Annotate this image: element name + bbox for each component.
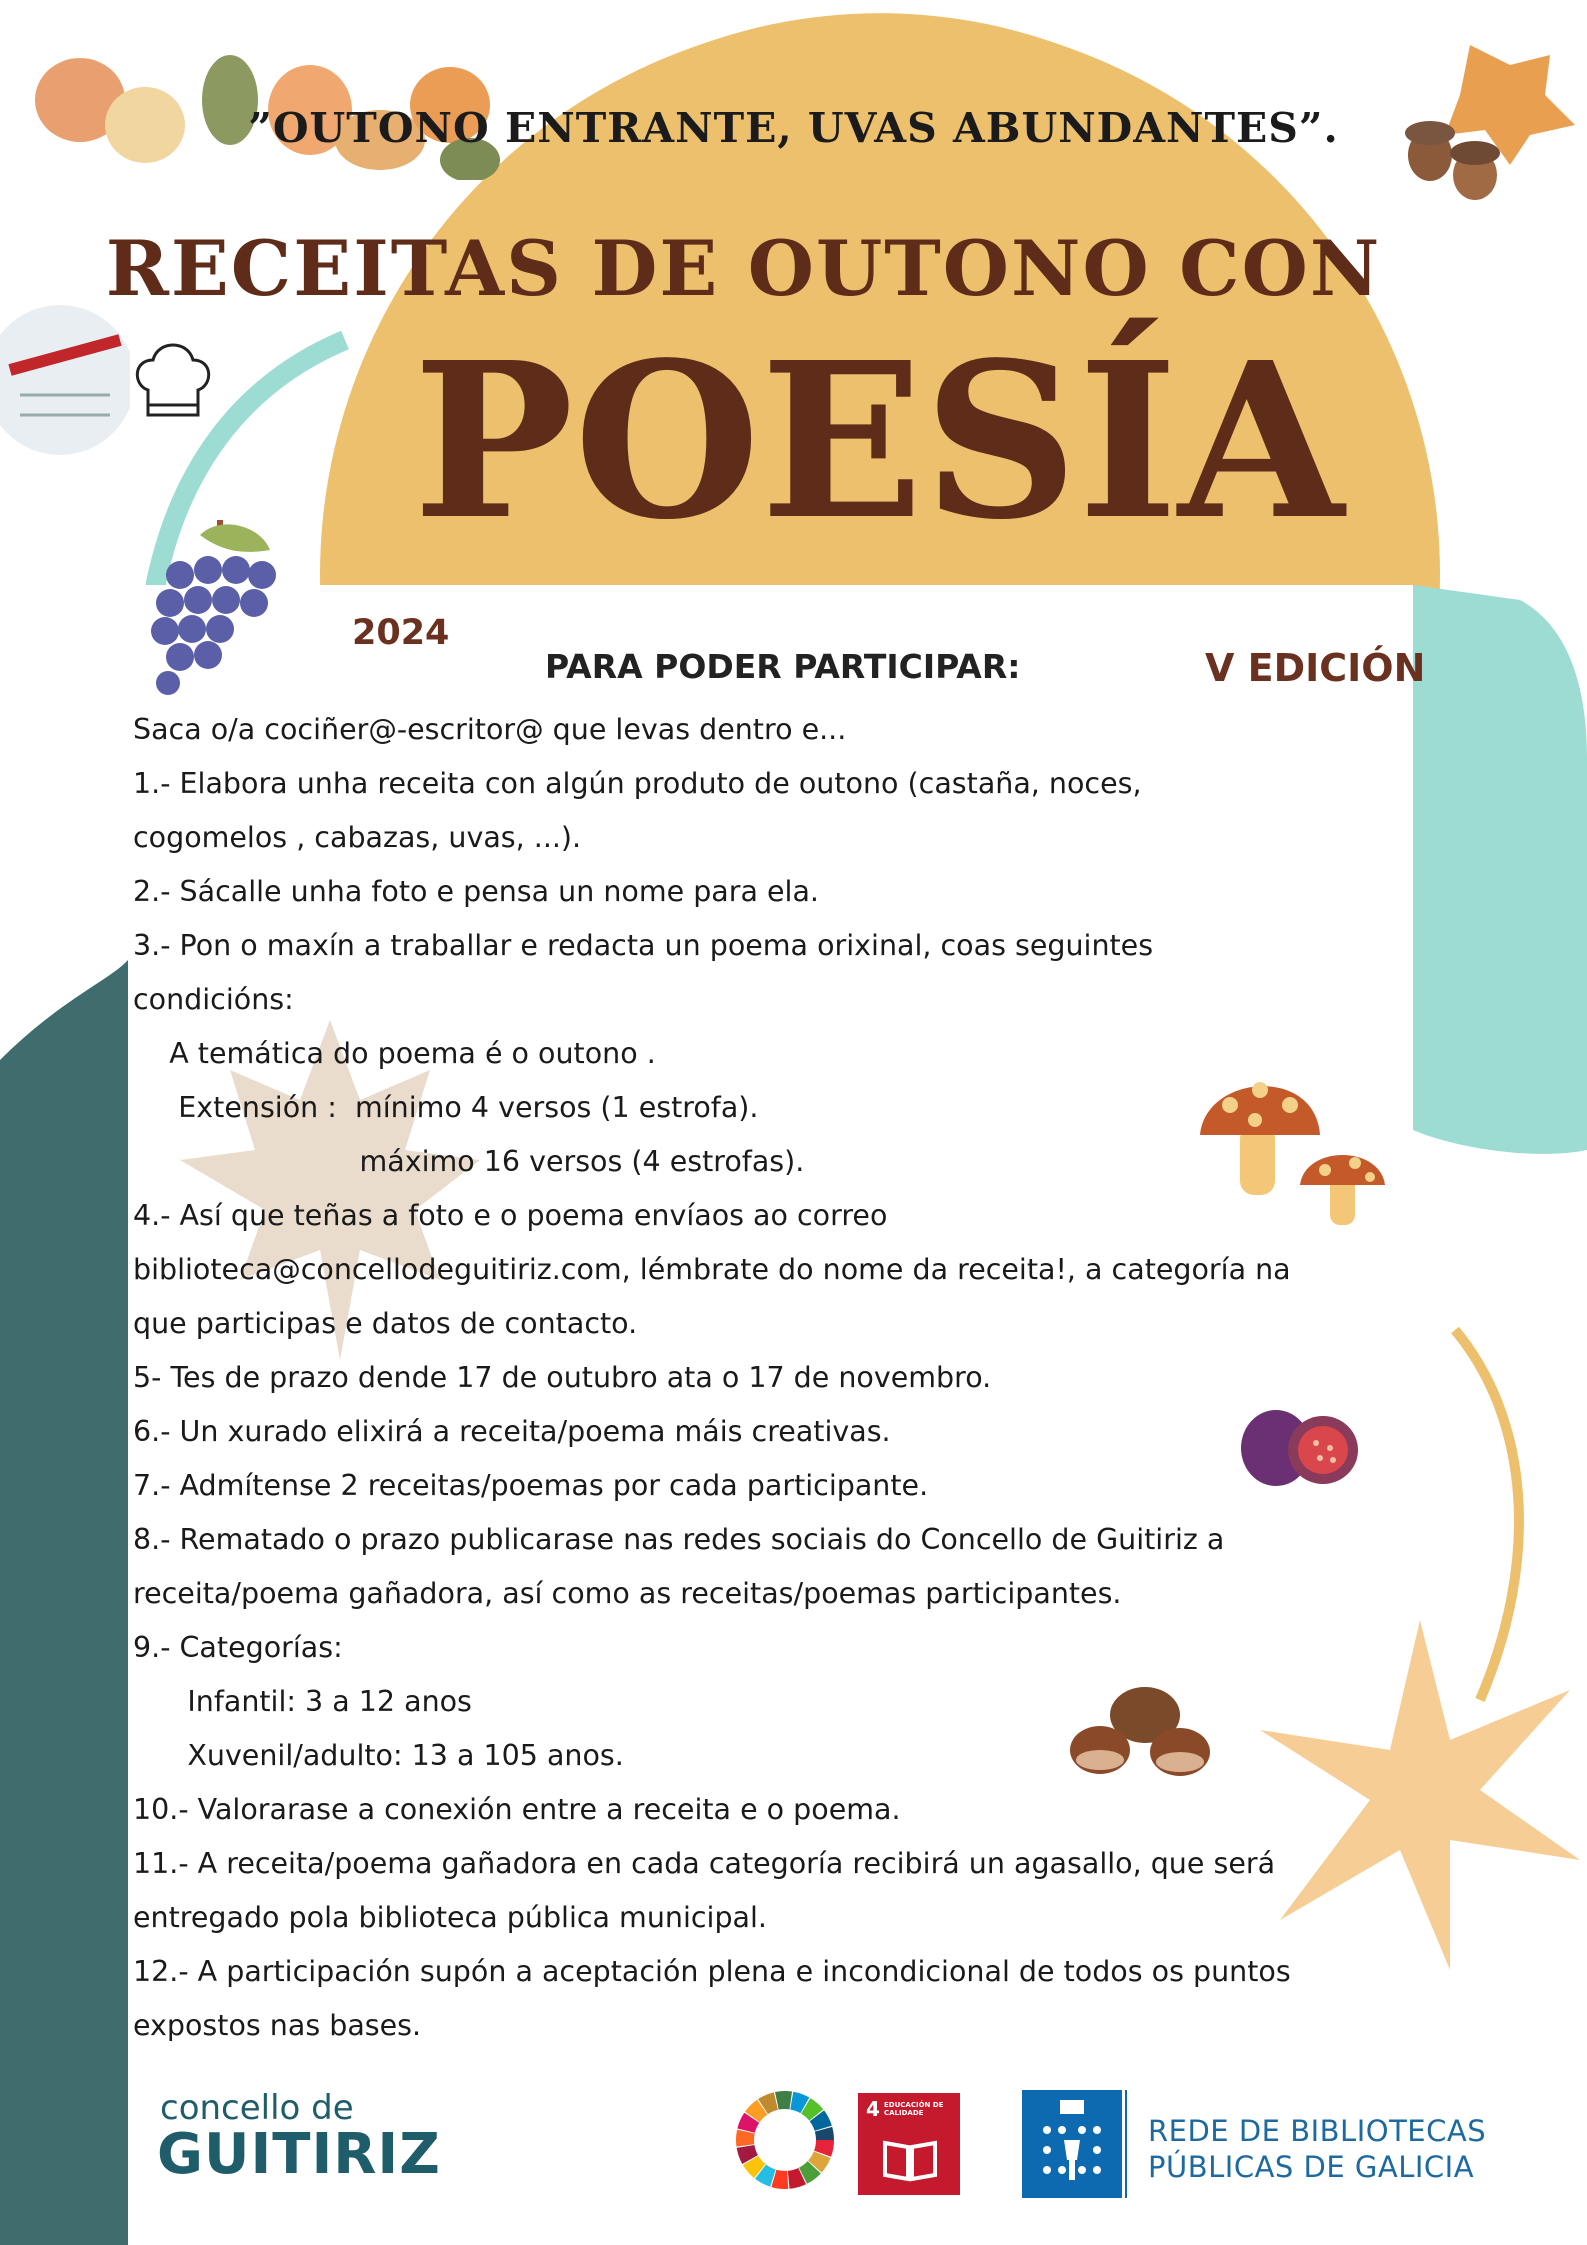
title-line1: RECEITAS DE OUTONO CON <box>105 224 1382 313</box>
rede-line2: PÚBLICAS DE GALICIA <box>1148 2150 1475 2184</box>
footer-divider <box>1125 2090 1127 2198</box>
edition: V EDICIÓN <box>1205 646 1426 690</box>
sdg4-number: 4 <box>866 2097 880 2121</box>
rule-line: 9.- Categorías: <box>133 1631 343 1664</box>
rule-line: 4.- Así que teñas a foto e o poema envíaos ao correo <box>133 1199 888 1232</box>
rule-line: 6.- Un xurado elixirá a receita/poema máis creativas. <box>133 1415 891 1448</box>
title-poesia: POESÍA <box>412 316 1345 567</box>
concello-logo-line2: GUITIRIZ <box>157 2122 441 2187</box>
rule-line: que participas e datos de contacto. <box>133 1307 638 1340</box>
sdg4-label: EDUCACIÓN DE CALIDADE <box>884 2101 944 2117</box>
participate-heading: PARA PODER PARTICIPAR: <box>545 647 1021 686</box>
rule-line: 3.- Pon o maxín a traballar e redacta un poema orixinal, coas seguintes <box>133 929 1154 962</box>
rule-line: 5- Tes de prazo dende 17 de outubro ata o 17 de novembro. <box>133 1361 992 1394</box>
rule-line: expostos nas bases. <box>133 2009 422 2042</box>
rule-line: Extensión : mínimo 4 versos (1 estrofa). <box>133 1091 759 1124</box>
rule-line: 2.- Sácalle unha foto e pensa un nome para ela. <box>133 875 819 908</box>
rule-line: 10.- Valorarase a conexión entre a receita e o poema. <box>133 1793 901 1826</box>
rule-line: 7.- Admítense 2 receitas/poemas por cada participante. <box>133 1469 929 1502</box>
rule-line: 8.- Rematado o prazo publicarase nas redes sociais do Concello de Guitiriz a <box>133 1523 1225 1556</box>
rule-line: entregado pola biblioteca pública municipal. <box>133 1901 767 1934</box>
rede-bibliotecas-logo <box>1148 2113 1486 2185</box>
galicia-shield-icon <box>1022 2090 1122 2198</box>
rule-line: 11.- A receita/poema gañadora en cada categoría recibirá un agasallo, que será <box>133 1847 1276 1880</box>
rule-line: Infantil: 3 a 12 anos <box>133 1685 472 1718</box>
saying: ”OUTONO ENTRANTE, UVAS ABUNDANTES”. <box>248 104 1339 152</box>
rules-list <box>133 703 1473 2053</box>
rule-line: A temática do poema é o outono . <box>133 1037 656 1070</box>
rule-line: Xuvenil/adulto: 13 a 105 anos. <box>133 1739 624 1772</box>
year: 2024 <box>352 613 450 653</box>
rule-line: 1.- Elabora unha receita con algún produto de outono (castaña, noces, <box>133 767 1142 800</box>
rule-line: máximo 16 versos (4 estrofas). <box>133 1145 805 1178</box>
book-icon <box>880 2133 940 2183</box>
concello-logo-line1: concello de <box>160 2088 354 2128</box>
sdg4-badge <box>858 2093 960 2195</box>
rule-line: Saca o/a cociñer@-escritor@ que levas dentro e... <box>133 713 847 746</box>
rule-line: cogomelos , cabazas, uvas, ...). <box>133 821 582 854</box>
dark-teal-shape <box>0 960 128 2245</box>
rule-line: biblioteca@concellodeguitiriz.com, lémbrate do nome da receita!, a categoría na <box>133 1253 1291 1286</box>
rule-line: condicións: <box>133 983 294 1016</box>
rede-line1: REDE DE BIBLIOTECAS <box>1148 2114 1487 2148</box>
sdg-wheel-icon <box>733 2088 837 2192</box>
rule-line: receita/poema gañadora, así como as receitas/poemas participantes. <box>133 1577 1122 1610</box>
rule-line: 12.- A participación supón a aceptación plena e incondicional de todos os puntos <box>133 1955 1291 1988</box>
